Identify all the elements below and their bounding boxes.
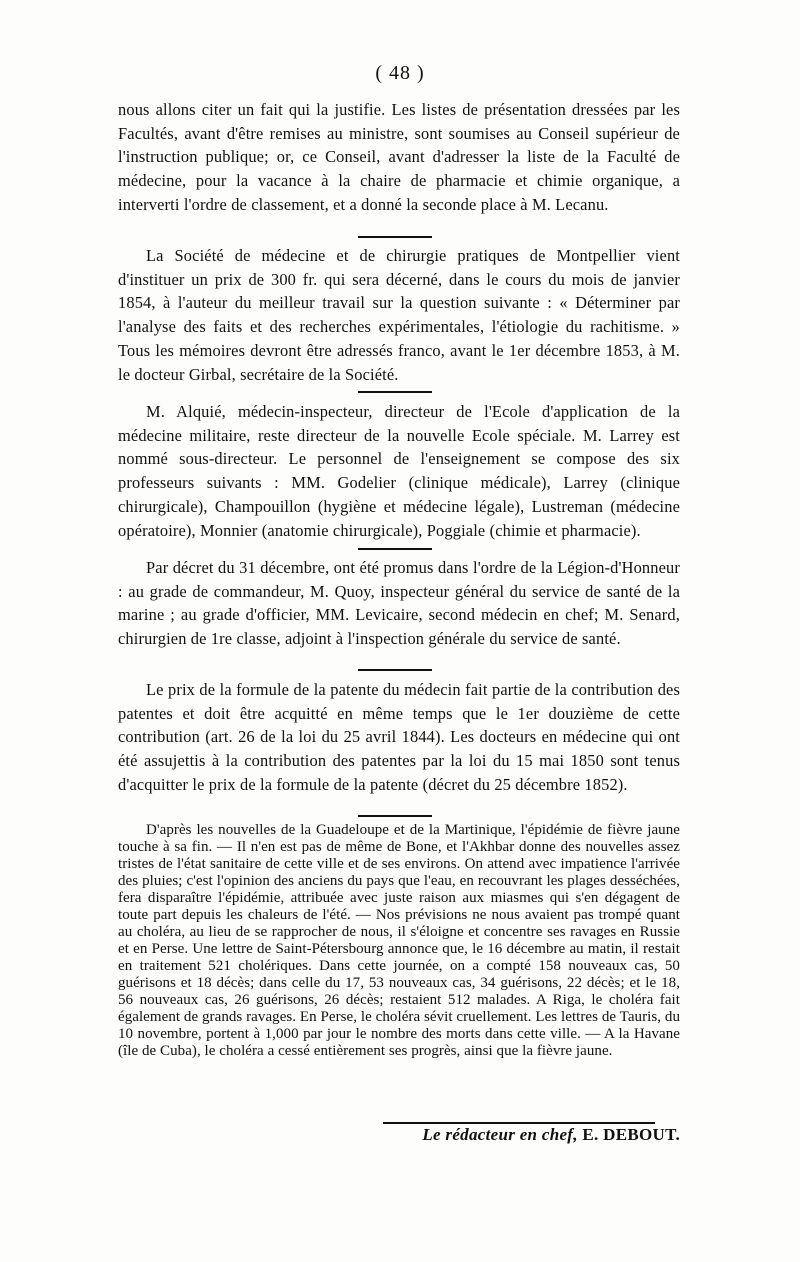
signature-divider bbox=[383, 1122, 655, 1124]
section-divider bbox=[358, 391, 432, 393]
paragraph-patent-tax: Le prix de la formule de la patente du médecin fait partie de la contribution des patentes et doit être acquitté en même temps que le 1er douzième de cette contribution (art. 26 de la loi du 25 avril 1844). Les docteurs en médecine qui ont été assujettis à la contribution des patentes par la loi du 15 mai 1850 sont tenus d'acquitter le prix de la formule de la patente (décret du 25 décembre 1852). bbox=[118, 680, 680, 794]
paragraph-faculty-listing: nous allons citer un fait qui la justifie. Les listes de présentation dressées par les Facultés, avant d'être remises au ministre, sont soumises au Conseil supérieur de l'instruction publique; or, ce Conseil, avant d'adresser la liste de la Faculté de médecine, pour la vacance à la chaire de pharmacie et chimie organique, a interverti l'ordre de classement, et a donné la seconde place à M. Lecanu. bbox=[118, 100, 680, 214]
section-divider bbox=[358, 548, 432, 550]
paragraph-montpellier-prize: La Société de médecine et de chirurgie pratiques de Montpellier vient d'instituer un prix de 300 fr. qui sera décerné, dans le cours du mois de janvier 1854, à l'auteur du meilleur travail sur la question suivante : « Déterminer par l'analyse des faits et des recherches expérimentales, l'étiologie du rachitisme. » Tous les mémoires devront être adressés franco, avant le 1er décembre 1853, à M. le docteur Girbal, secrétaire de la Société. bbox=[118, 246, 680, 384]
section-divider bbox=[358, 236, 432, 238]
paragraph-legion-honneur: Par décret du 31 décembre, ont été promus dans l'ordre de la Légion-d'Honneur : au grade de commandeur, M. Quoy, inspecteur général du service de santé de la marine ; au grade d'officier, MM. Levicaire, second médecin en chef; M. Senard, chirurgien de 1re classe, adjoint à l'inspection générale du service de santé. bbox=[118, 558, 680, 649]
editor-signature bbox=[380, 1125, 680, 1145]
paragraph-military-school: M. Alquié, médecin-inspecteur, directeur de l'Ecole d'application de la médecine militaire, reste directeur de la nouvelle Ecole spéciale. M. Larrey est nommé sous-directeur. Le personnel de l'enseignement se compose des six professeurs suivants : MM. Godelier (clinique médicale), Larrey (clinique chirurgicale), Champouillon (hygiène et médecine légale), Lustreman (médecine opératoire), Monnier (anatomie chirurgicale), Poggiale (chimie et pharmacie). bbox=[118, 402, 680, 540]
paragraph-epidemic-news: D'après les nouvelles de la Guadeloupe et de la Martinique, l'épidémie de fièvre jaune touche à sa fin. — Il n'en est pas de même de Bone, et l'Akhbar donne des nouvelles assez tristes de l'état sanitaire de cette ville et de ses environs. On attend avec impatience l'arrivée des pluies; c'est l'opinion des anciens du pays que l'eau, en recouvrant les plages desséchées, fera disparaître l'épidémie, attribuée avec juste raison aux miasmes qui s'en dégagent de toute part depuis les chaleurs de l'été. — Nos prévisions ne nous avaient pas trompé quant au choléra, au lieu de se rapprocher de nous, il s'éloigne et concentre ses ravages en Russie et en Perse. Une lettre de Saint-Pétersbourg annonce que, le 16 décembre au matin, il restait en traitement 521 cholériques. Dans cette journée, on a compté 158 nouveaux cas, 50 guérisons et 18 décès; dans celle du 17, 53 nouveaux cas, 34 guérisons, 22 décès; et le 18, 56 nouveaux cas, 26 guérisons, 26 décès; restaient 512 malades. A Riga, le choléra fait également de grands ravages. En Perse, le choléra sévit cruellement. Les lettres de Tauris, du 10 novembre, portent à 1,000 par jour le nombre des morts dans cette ville. — A la Havane (île de Cuba), le choléra a cessé entièrement ses progrès, ainsi que la fièvre jaune. bbox=[118, 822, 680, 1059]
section-divider bbox=[358, 669, 432, 671]
signature-name: E. DEBOUT. bbox=[582, 1125, 680, 1144]
page-number: ( 48 ) bbox=[375, 62, 425, 84]
signature-role: Le rédacteur en chef, bbox=[422, 1125, 578, 1144]
section-divider bbox=[358, 815, 432, 817]
